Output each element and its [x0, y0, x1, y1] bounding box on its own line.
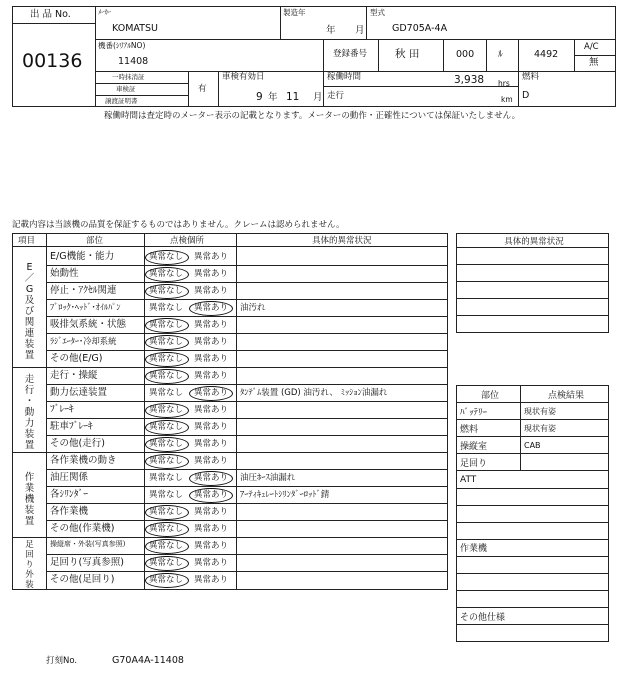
detail-row [457, 234, 609, 248]
row-part: 駐車ﾌﾞﾚｰｷ [50, 421, 93, 432]
row-part: その他(作業機) [50, 523, 115, 534]
row-part: ﾗｼﾞｴｰﾀｰ･冷却系統 [50, 336, 117, 346]
selected-status-circle [145, 267, 189, 282]
col-header-part: 部位 [86, 236, 104, 246]
result-cell: 作業機 [457, 539, 609, 556]
result-row [457, 471, 609, 488]
result-cell: その他仕様 [457, 608, 609, 625]
reg-number: 4492 [534, 49, 559, 60]
result-table [456, 385, 609, 642]
row-divider [46, 384, 448, 385]
result-cell [457, 522, 609, 539]
status-normal[interactable]: 異常なし [149, 405, 184, 415]
status-normal[interactable]: 異常なし [149, 456, 184, 466]
divider [95, 95, 188, 96]
year-unit: 年 [326, 25, 336, 36]
result-row [457, 454, 609, 471]
result-cell [457, 505, 609, 522]
row-part: ﾌﾞﾛｯｸ･ﾍｯﾄﾞ･ｵｲﾙﾊﾟﾝ [50, 302, 121, 312]
row-part: 足回り(写真参照) [50, 557, 124, 568]
lot-no: 00136 [22, 50, 83, 72]
status-abnormal[interactable]: 異常あり [194, 456, 229, 466]
status-abnormal[interactable]: 異常あり [194, 422, 229, 432]
maker-label: ﾒｰｶｰ [98, 8, 111, 16]
divider [518, 71, 519, 107]
reg-label: 登録番号 [333, 49, 368, 59]
row-detail: 油汚れ [240, 303, 266, 313]
result-cell [457, 574, 609, 591]
status-normal[interactable]: 異常なし [149, 490, 184, 500]
selected-status-circle [145, 369, 189, 384]
reg-area: 秋 田 [395, 48, 420, 60]
row-divider [12, 452, 448, 453]
row-divider [46, 282, 448, 283]
row-part: 吸排気系統・状態 [50, 319, 127, 330]
result-value: 現状有姿 [521, 420, 609, 437]
status-normal[interactable]: 異常なし [149, 439, 184, 449]
hours-label: 稼働時間 [327, 72, 362, 82]
row-detail: 油圧ﾎｰｽ油漏れ [240, 473, 296, 483]
row-part: 各作業機の動き [50, 455, 117, 466]
detail-row [457, 316, 609, 333]
row-divider [46, 520, 448, 521]
row-divider [46, 469, 448, 470]
inspect-label: 車検有効日 [222, 72, 265, 82]
row-part: 各ｼﾘﾝﾀﾞｰ [50, 489, 89, 500]
selected-status-circle [189, 488, 233, 503]
selected-status-circle [189, 301, 233, 316]
divider [323, 39, 324, 107]
stamp-value: G70A4A-11408 [112, 655, 184, 666]
result-cell [457, 591, 609, 608]
detail-cell [457, 316, 609, 333]
selected-status-circle [145, 403, 189, 418]
status-abnormal[interactable]: 異常あり [194, 541, 229, 551]
divider [218, 71, 219, 107]
result-value [521, 454, 609, 471]
status-abnormal[interactable]: 異常あり [194, 320, 229, 330]
row-part: 走行・操縦 [50, 370, 98, 381]
row-divider [46, 418, 448, 419]
divider [95, 83, 188, 84]
divider [518, 39, 519, 71]
result-row [457, 539, 609, 556]
result-cell [457, 556, 609, 573]
result-row [457, 386, 609, 403]
selected-status-circle [189, 386, 233, 401]
detail-cell [457, 299, 609, 316]
detail-cell [457, 248, 609, 265]
result-row [457, 556, 609, 573]
result-part: 燃料 [457, 420, 521, 437]
model-label: 型式 [370, 8, 385, 17]
result-row [457, 608, 609, 625]
status-normal[interactable]: 異常なし [149, 507, 184, 517]
maker-value: KOMATSU [112, 23, 158, 34]
row-part: 始動性 [50, 268, 79, 279]
status-normal[interactable]: 異常なし [149, 269, 184, 279]
result-cell [457, 625, 609, 642]
selected-status-circle [145, 420, 189, 435]
cert-vehicle-inspection-value: 有 [198, 84, 207, 94]
selected-status-circle [145, 352, 189, 367]
selected-status-circle [145, 437, 189, 452]
row-divider [46, 265, 448, 266]
result-part: 足回り [457, 454, 521, 471]
row-divider [46, 571, 448, 572]
fuel-value: D [522, 90, 530, 101]
reg-class: 000 [456, 49, 475, 60]
serial-label: 機番(ｼﾘｱﾙNO) [98, 41, 146, 50]
divider [366, 6, 367, 39]
divider [12, 23, 95, 24]
cert-temp-deregistration: 一時抹消証 [112, 73, 145, 81]
status-normal[interactable]: 異常なし [149, 320, 184, 330]
status-normal[interactable]: 異常なし [149, 371, 184, 381]
detail-row [457, 299, 609, 316]
detail-table [456, 233, 609, 333]
inspect-month-unit: 月 [313, 92, 323, 103]
selected-status-circle [189, 471, 233, 486]
status-abnormal[interactable]: 異常あり [194, 490, 229, 500]
selected-status-circle [145, 573, 189, 588]
month-unit: 月 [355, 25, 365, 36]
result-row [457, 574, 609, 591]
row-divider [46, 401, 448, 402]
status-abnormal[interactable]: 異常あり [194, 354, 229, 364]
status-abnormal[interactable]: 異常あり [194, 269, 229, 279]
detail-cell [457, 265, 609, 282]
cert-vehicle-inspection: 車検証 [116, 85, 136, 93]
row-divider [46, 333, 448, 334]
row-detail: ｱｰﾃｨｷｭﾚｰﾄｼﾘﾝﾀﾞｰﾛｯﾄﾞ錆 [240, 490, 330, 500]
status-normal[interactable]: 異常なし [149, 286, 184, 296]
status-normal[interactable]: 異常なし [149, 524, 184, 534]
row-divider [46, 554, 448, 555]
selected-status-circle [145, 539, 189, 554]
model-value: GD705A-4A [392, 23, 448, 34]
row-divider [46, 316, 448, 317]
detail-row [457, 248, 609, 265]
divider [280, 6, 281, 39]
status-abnormal[interactable]: 異常あり [194, 252, 229, 262]
status-normal[interactable]: 異常なし [149, 337, 184, 347]
status-normal[interactable]: 異常なし [149, 354, 184, 364]
row-divider [12, 537, 448, 538]
result-row [457, 625, 609, 642]
row-divider [46, 486, 448, 487]
year-label: 製造年 [283, 8, 306, 17]
result-row [457, 403, 609, 420]
detail-row [457, 282, 609, 299]
group-label-engine: E ／ G 及 び 関 連 装 置 [24, 262, 35, 361]
status-abnormal[interactable]: 異常あり [194, 303, 229, 313]
detail-header: 具体的異常状況 [457, 234, 609, 248]
selected-status-circle [145, 335, 189, 350]
row-part: 油圧関係 [50, 472, 89, 483]
selected-status-circle [145, 250, 189, 265]
group-label-undercarriage: 足 回 り 外 装 [25, 540, 34, 590]
serial-value: 11408 [118, 56, 149, 67]
result-row [457, 437, 609, 454]
km-label: 走行 [327, 91, 345, 101]
detail-cell [457, 282, 609, 299]
status-abnormal[interactable]: 異常あり [194, 473, 229, 483]
row-part: ﾌﾞﾚｰｷ [50, 404, 74, 415]
row-part: 停止・ｱｸｾﾙ関連 [50, 285, 117, 296]
row-divider [12, 367, 448, 368]
result-header: 部位 [457, 386, 521, 403]
status-abnormal[interactable]: 異常あり [194, 371, 229, 381]
col-header-detail: 具体的異常状況 [312, 236, 372, 246]
result-cell [457, 488, 609, 505]
ac-value: 無 [589, 57, 599, 68]
row-part: その他(足回り) [50, 574, 115, 585]
selected-status-circle [145, 318, 189, 333]
status-normal[interactable]: 異常なし [149, 388, 184, 398]
divider [323, 86, 518, 87]
row-part: 操縦席・外装(写真参照) [50, 540, 126, 548]
col-header-item: 項目 [18, 236, 36, 246]
status-abnormal[interactable]: 異常あり [194, 524, 229, 534]
status-normal[interactable]: 異常なし [149, 558, 184, 568]
row-part: その他(走行) [50, 438, 105, 449]
status-abnormal[interactable]: 異常あり [194, 388, 229, 398]
status-abnormal[interactable]: 異常あり [194, 575, 229, 585]
km-unit: km [501, 95, 513, 104]
divider [443, 39, 444, 71]
row-part: 動力伝達装置 [50, 387, 108, 398]
stamp-label: 打刻No. [46, 656, 78, 666]
row-part: E/G機能・能力 [50, 251, 115, 262]
group-label-work: 作 業 機 装 置 [24, 472, 35, 527]
ac-label: A/C [584, 42, 599, 52]
divider [574, 55, 616, 56]
hours-note: 稼働時間は査定時のメーター表示の記載となります。メーターの動作・正確性については保証いたしません。 [104, 111, 521, 121]
divider [12, 246, 448, 247]
row-part: その他(E/G) [50, 353, 103, 364]
status-abnormal[interactable]: 異常あり [194, 558, 229, 568]
result-row [457, 522, 609, 539]
divider [95, 39, 616, 40]
row-divider [46, 503, 448, 504]
result-part: 操縦室 [457, 437, 521, 454]
status-normal[interactable]: 異常なし [149, 575, 184, 585]
selected-status-circle [145, 284, 189, 299]
status-abnormal[interactable]: 異常あり [194, 286, 229, 296]
status-abnormal[interactable]: 異常あり [194, 337, 229, 347]
result-row [457, 505, 609, 522]
cert-transfer: 譲渡証明書 [105, 97, 138, 105]
divider [95, 6, 96, 107]
col-header-check: 点検個所 [170, 236, 205, 246]
selected-status-circle [145, 556, 189, 571]
fuel-label: 燃料 [522, 72, 540, 82]
disclaimer: 記載内容は当該機の品質を保証するものではありません。クレームは認められません。 [12, 220, 345, 230]
divider [188, 71, 189, 107]
row-detail: ﾀﾝﾃﾞﾑ装置 (GD) 油汚れ、 ﾐｯｼｮﾝ油漏れ [240, 388, 388, 398]
status-abnormal[interactable]: 異常あり [194, 439, 229, 449]
status-normal[interactable]: 異常なし [149, 422, 184, 432]
inspect-year-unit: 年 [268, 92, 278, 103]
result-value: 現状有姿 [521, 403, 609, 420]
status-abnormal[interactable]: 異常あり [194, 405, 229, 415]
row-divider [46, 435, 448, 436]
selected-status-circle [145, 505, 189, 520]
row-part: 各作業機 [50, 506, 89, 517]
hours-unit: hrs [498, 79, 510, 88]
status-normal[interactable]: 異常なし [149, 252, 184, 262]
result-cell: ATT [457, 471, 609, 488]
divider [378, 39, 379, 71]
result-row [457, 591, 609, 608]
status-normal[interactable]: 異常なし [149, 473, 184, 483]
result-header: 点検結果 [521, 386, 609, 403]
selected-status-circle [145, 522, 189, 537]
status-normal[interactable]: 異常なし [149, 303, 184, 313]
divider [486, 39, 487, 71]
selected-status-circle [145, 454, 189, 469]
inspect-month: 11 [286, 91, 300, 103]
result-value: CAB [521, 437, 609, 454]
result-part: ﾊﾞｯﾃﾘｰ [457, 403, 521, 420]
hours-value: 3,938 [454, 74, 485, 86]
row-divider [46, 299, 448, 300]
group-label-drive: 走 行 ・ 動 力 装 置 [24, 374, 35, 451]
row-divider [46, 350, 448, 351]
status-normal[interactable]: 異常なし [149, 541, 184, 551]
reg-kana: ﾙ [498, 49, 503, 60]
detail-row [457, 265, 609, 282]
result-row [457, 420, 609, 437]
result-row [457, 488, 609, 505]
status-abnormal[interactable]: 異常あり [194, 507, 229, 517]
lot-no-label: 出 品 No. [30, 9, 71, 20]
inspect-year: 9 [256, 91, 263, 103]
